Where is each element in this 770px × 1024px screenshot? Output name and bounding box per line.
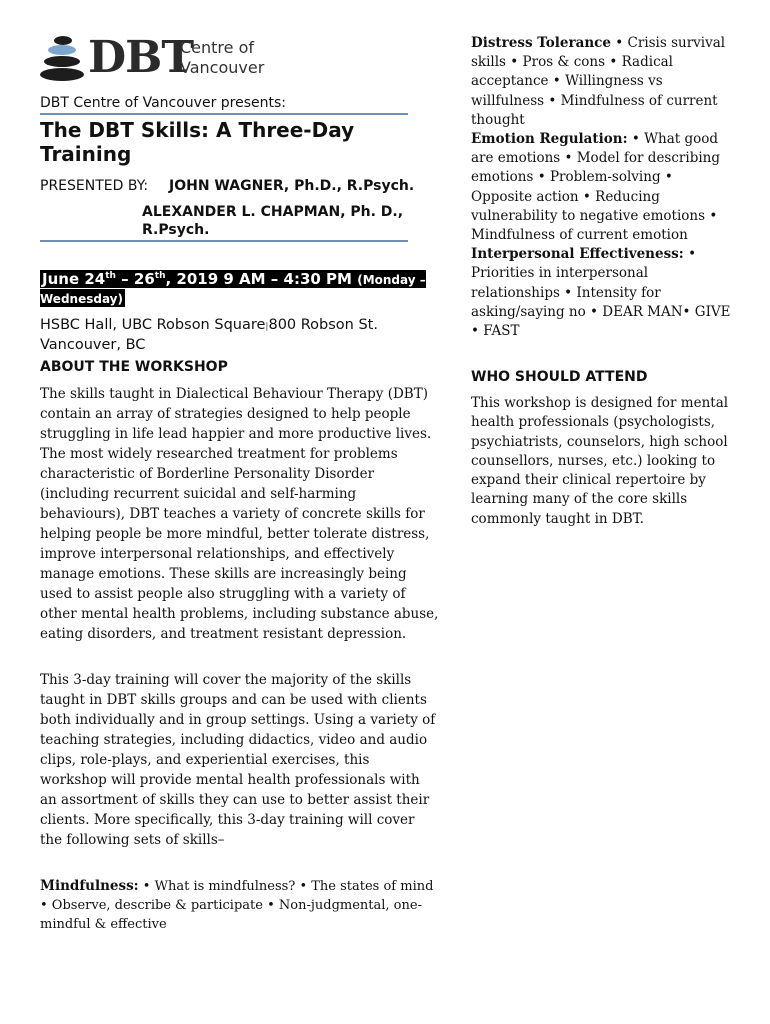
dbt-logo bbox=[40, 32, 280, 86]
about-paragraph-2: This 3-day training will cover the majority of the skills taught in DBT skills groups and can be used with clients both individually and in group settings. Using a variety of teaching strategies, including didactics, video and audio clips, role-plays, and experiential exercises, this workshop will provide mental health professionals with an assortment of skills they can use to better assist their clients. More specifically, this 3-day training will cover the following sets of skills– bbox=[40, 672, 436, 848]
page-title: The DBT Skills: A Three-Day Training bbox=[40, 118, 355, 166]
event-date bbox=[40, 270, 436, 308]
who-paragraph: This workshop is designed for mental health professionals (psychologists, psychiatrists, counselors, high school counsellors, nurses, etc.) looking to expand their clinical repertoire by learning many of the core skills commonly taught in DBT. bbox=[471, 395, 729, 527]
presenters bbox=[40, 177, 430, 239]
skill-emotion-regulation: Emotion Regulation: • What good are emotions • Model for describing emotions • Problem-solving • Opposite action • Reducing vulnerability to negative emotions • Mindfulness of current emotion bbox=[471, 131, 720, 244]
skill-interpersonal-effectiveness: Interpersonal Effectiveness: • Priorities in interpersonal relationships • Intensity for asking/saying no • DEAR MAN• GIVE • FAST bbox=[471, 246, 731, 340]
header-rule bbox=[40, 113, 408, 115]
presenter-2: ALEXANDER L. CHAPMAN, Ph. D., R.Psych. bbox=[142, 204, 404, 238]
about-paragraph-1: The skills taught in Dialectical Behaviour Therapy (DBT) contain an array of strategies designed to help people struggling in life lead happier and more productive lives. The most widely researched treatment for problems characteristic of Borderline Personality Disorder (including recurrent suicidal and self-harming behaviours), DBT teaches a variety of concrete skills for helping people be more mindful, better tolerate distress, improve interpersonal relationships, and effectively manage emotions. These skills are increasingly being used to assist people also struggling with a variety of other mental health problems, including substance abuse, eating disorders, and treatment resistant depression. bbox=[40, 386, 439, 642]
event-venue: HSBC Hall, UBC Robson Square|800 Robson St. Vancouver, BC bbox=[40, 317, 378, 353]
presenters-rule bbox=[40, 240, 408, 242]
logo-wordmark: DBT bbox=[88, 32, 194, 83]
presented-by-label: PRESENTED BY: bbox=[40, 178, 149, 194]
presents-line: DBT Centre of Vancouver presents: bbox=[40, 95, 287, 111]
skill-distress-tolerance: Distress Tolerance • Crisis survival skills • Pros & cons • Radical acceptance • Willingness vs willfulness • Mindfulness of current thought bbox=[471, 35, 726, 128]
skill-mindfulness-name: Mindfulness: bbox=[40, 878, 139, 894]
about-heading: ABOUT THE WORKSHOP bbox=[40, 359, 228, 375]
skill-mindfulness-text: • What is mindfulness? • The states of mind • Observe, describe & participate • Non-judgmental, one-mindful & effective bbox=[40, 879, 434, 932]
skills-right-column bbox=[471, 34, 733, 341]
event-days: (Monday – Wednesday) bbox=[40, 273, 426, 306]
logo-subtitle: Centre of Vancouver bbox=[180, 38, 265, 77]
stones-icon bbox=[40, 36, 84, 82]
presenter-1: JOHN WAGNER, Ph.D., R.Psych. bbox=[169, 178, 415, 194]
date-range: June 24th – 26th, 2019 9 AM – 4:30 PM (Monday – Wednesday) bbox=[40, 270, 426, 306]
who-heading: WHO SHOULD ATTEND bbox=[471, 369, 648, 385]
skill-mindfulness bbox=[40, 877, 440, 934]
